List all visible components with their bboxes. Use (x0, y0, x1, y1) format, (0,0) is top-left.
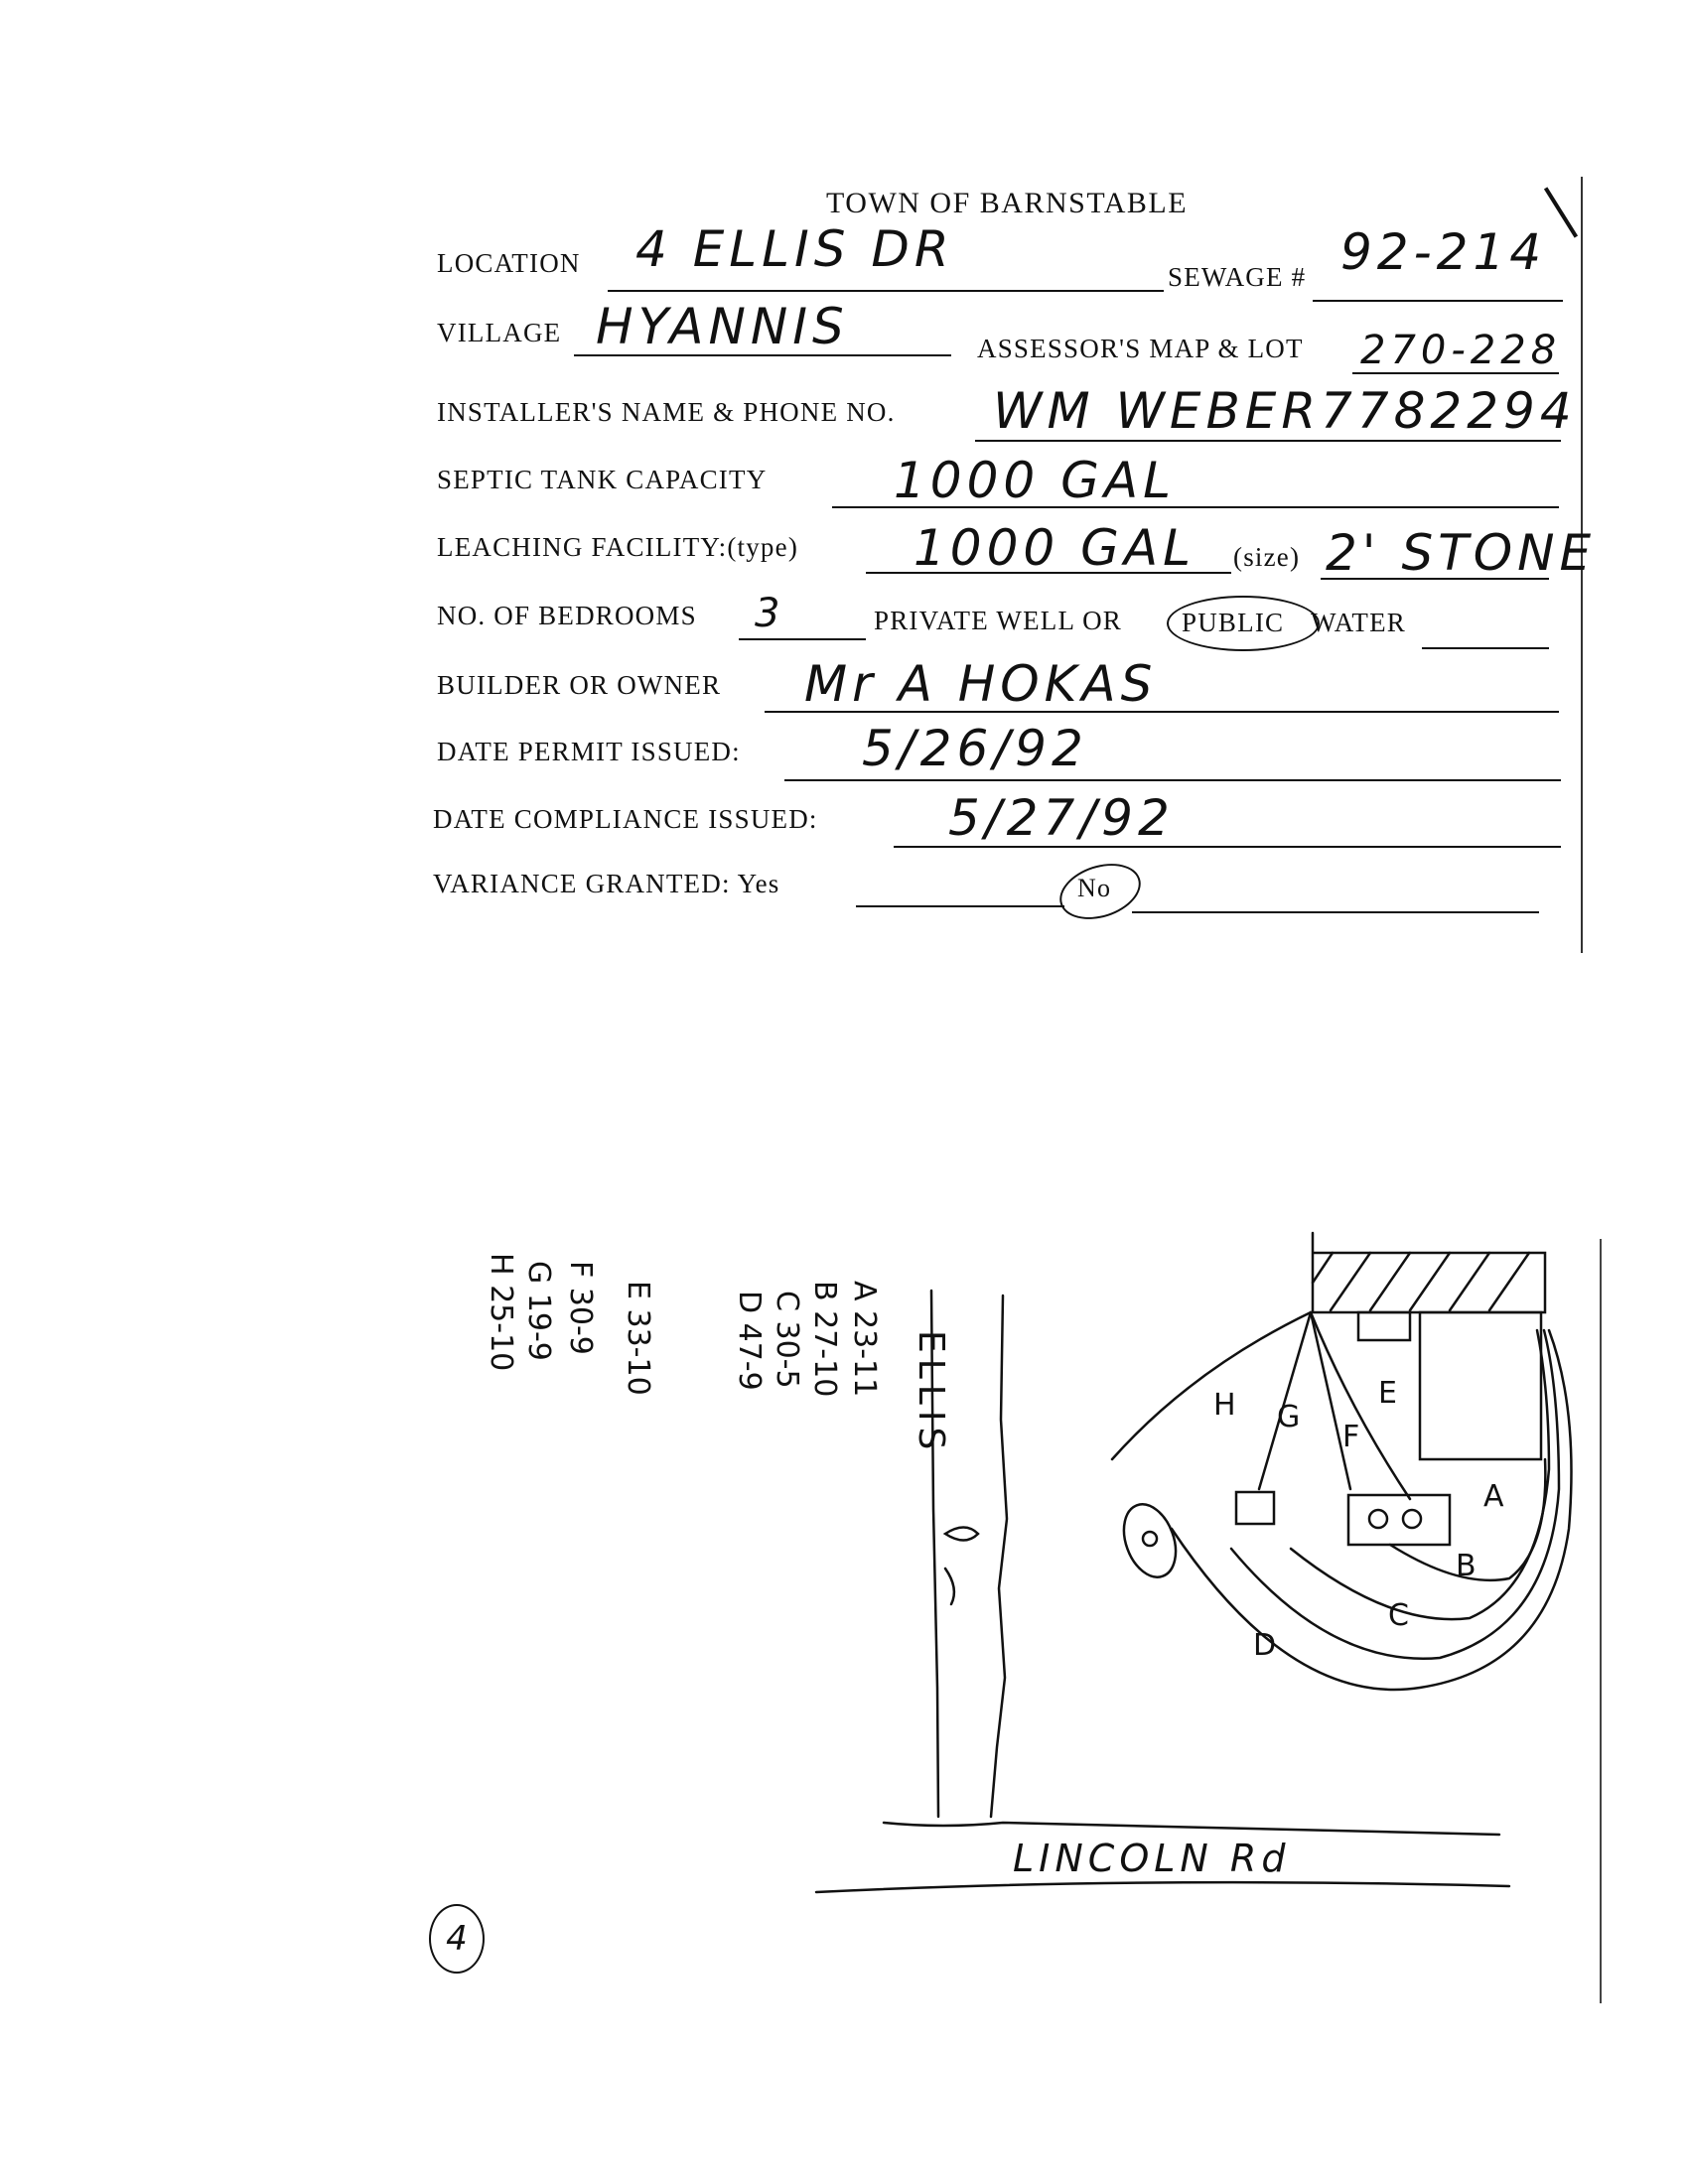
street-vertical-label: ELLIS (911, 1330, 951, 1456)
owner-value: Mr A HOKAS (804, 655, 1158, 713)
water-circled: PUBLIC (1182, 608, 1285, 637)
sewage-value: 92-214 (1340, 223, 1547, 281)
driveway-mark (945, 1528, 978, 1541)
leach-arc-outer (1172, 1330, 1572, 1690)
tie-letter-h: H (1213, 1388, 1236, 1423)
measurement-b: B 27-10 (807, 1281, 842, 1398)
tie-letter-e: E (1378, 1376, 1397, 1411)
d-box-port-1 (1369, 1510, 1387, 1528)
septic-tank (1236, 1492, 1274, 1524)
tie-line-h (1112, 1312, 1311, 1459)
installer-phone: 7782294 (1321, 382, 1577, 440)
driveway-mark-2 (945, 1569, 954, 1604)
tie-line-f (1311, 1312, 1350, 1489)
bedrooms-label: NO. OF BEDROOMS (437, 601, 697, 630)
measurement-d: D 47-9 (732, 1291, 767, 1391)
leach-pit (1114, 1497, 1185, 1584)
permit-value: 5/26/92 (862, 720, 1088, 777)
tie-letter-c: C (1388, 1598, 1409, 1633)
village-label: VILLAGE (437, 318, 562, 347)
installer-label: INSTALLER'S NAME & PHONE NO. (437, 397, 896, 427)
water-label-a: PRIVATE WELL OR (874, 606, 1123, 635)
size-label: (size) (1233, 542, 1301, 572)
leach-pit-center (1143, 1532, 1157, 1546)
house-outline (1420, 1312, 1541, 1459)
compliance-label: DATE COMPLIANCE ISSUED: (433, 804, 818, 834)
hatch-lines (1313, 1253, 1529, 1310)
tie-letter-f: F (1342, 1420, 1360, 1454)
measurement-a: A 23-11 (847, 1281, 882, 1398)
size-value: 2' STONE (1326, 524, 1597, 582)
measurement-f: F 30-9 (563, 1261, 598, 1355)
road-right-edge (991, 1296, 1007, 1817)
form-title: TOWN OF BARNSTABLE (826, 187, 1189, 219)
sewage-label: SEWAGE # (1168, 262, 1307, 292)
tie-letter-d: D (1253, 1628, 1277, 1663)
tie-letter-b: B (1456, 1549, 1477, 1583)
variance-label: VARIANCE GRANTED: Yes (433, 869, 780, 898)
street-bottom-label: LINCOLN Rd (1013, 1837, 1291, 1880)
measurement-h: H 25-10 (484, 1253, 518, 1372)
water-label-b: WATER (1311, 608, 1406, 637)
owner-label: BUILDER OR OWNER (437, 670, 722, 700)
measurement-g: G 19-9 (521, 1261, 556, 1361)
road-lincoln-bottom (816, 1882, 1509, 1892)
d-box (1348, 1495, 1450, 1545)
compliance-value: 5/27/92 (948, 789, 1175, 847)
map-lot-label: ASSESSOR'S MAP & LOT (977, 334, 1304, 363)
map-lot-value: 270-228 (1360, 328, 1562, 373)
bedrooms-value: 3 (755, 591, 785, 636)
road-lincoln-top (884, 1823, 1499, 1835)
tank-label: SEPTIC TANK CAPACITY (437, 465, 768, 494)
leaching-label: LEACHING FACILITY:(type) (437, 532, 799, 562)
hatch-box (1313, 1233, 1545, 1312)
d-box-port-2 (1403, 1510, 1421, 1528)
measurement-e: E 33-10 (621, 1281, 655, 1396)
leaching-type: 1000 GAL (914, 519, 1196, 577)
tie-letter-g: G (1277, 1400, 1301, 1434)
measurement-c: C 30-5 (770, 1291, 804, 1389)
location-value: 4 ELLIS DR (635, 220, 954, 278)
installer-name: WM WEBER (993, 382, 1322, 440)
village-value: HYANNIS (596, 298, 849, 355)
variance-circled: No (1077, 874, 1112, 902)
permit-label: DATE PERMIT ISSUED: (437, 737, 741, 766)
page-number: 4 (429, 1904, 485, 1974)
tie-letter-a: A (1483, 1479, 1504, 1514)
tank-value: 1000 GAL (894, 452, 1176, 509)
location-label: LOCATION (437, 248, 581, 278)
house-step (1358, 1312, 1410, 1340)
